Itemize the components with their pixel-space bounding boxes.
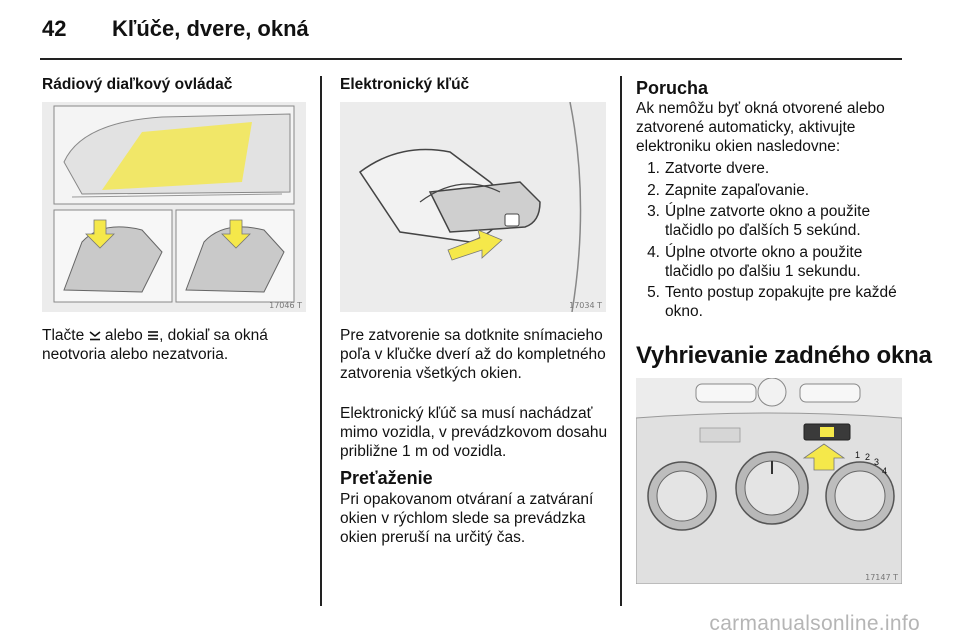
page-title: Kľúče, dvere, okná	[112, 16, 309, 41]
radio-remote-illustration	[42, 102, 306, 312]
figure-radio-remote	[42, 102, 306, 312]
radio-remote-text-line2: neotvoria alebo nezatvoria.	[42, 346, 229, 363]
list-item: 2. Zapnite zapaľovanie.	[647, 181, 810, 199]
knob-number: 2	[865, 452, 871, 462]
overload-paragraph: Pri opakovanom otváraní a zatváraní okien v rýchlom slede sa prevádzka okien preruší na určitý čas.	[340, 491, 594, 546]
list-item: 5. Tento postup zopakujte pre každé okno.	[647, 284, 897, 320]
column-divider-2	[620, 76, 622, 606]
list-item: 1. Zatvorte dvere.	[647, 160, 770, 177]
knob-number: 3	[874, 457, 880, 467]
header-divider	[40, 58, 902, 60]
section-title-fault: Porucha	[636, 78, 709, 98]
electronic-key-paragraph-1: Pre zatvorenie sa dotknite snímacieho poľa v kľučke dverí až do kompletného zatvorenia všetkých okien.	[340, 327, 606, 382]
section-title-rear-window-heating: Vyhrievanie zadného okna	[636, 342, 932, 369]
section-heading-radio-remote: Rádiový diaľkový ovládač	[42, 76, 233, 93]
fault-steps-list	[636, 159, 904, 324]
section-heading-electronic-key: Elektronický kľúč	[340, 76, 470, 93]
list-item: 3. Úplne zatvorte okno a použite tlačidlo po ďalších 5 sekúnd.	[647, 203, 871, 239]
figure-electronic-key	[340, 102, 606, 312]
door-handle-illustration	[340, 102, 606, 312]
climate-control-illustration	[636, 378, 902, 584]
radio-remote-text	[42, 326, 312, 364]
window-open-symbol-icon	[147, 330, 159, 341]
figure-code: 17147 T	[865, 573, 898, 582]
rear-window-heater-icon	[820, 427, 834, 437]
column-divider-1	[320, 76, 322, 606]
electronic-key-paragraph-2: Elektronický kľúč sa musí nachádzať mimo vozidla, v prevádzkovom dosahu približne 1 m od vozidla.	[340, 405, 608, 460]
watermark: carmanualsonline.info	[709, 612, 920, 635]
section-title-overload: Preťaženie	[340, 468, 433, 488]
figure-code: 17034 T	[569, 301, 602, 310]
figure-code: 17046 T	[269, 301, 302, 310]
figure-rear-window-heating	[636, 378, 902, 584]
page-number: 42	[42, 16, 67, 41]
knob-number: 1	[855, 450, 861, 460]
fault-paragraph: Ak nemôžu byť okná otvorené alebo zatvorené automaticky, aktivujte elektroniku okien nasledovne:	[636, 100, 885, 155]
window-close-symbol-icon	[89, 330, 101, 341]
knob-number: 4	[882, 466, 888, 476]
radio-remote-text-line1: Tlačte alebo , dokiaľ sa okná	[42, 327, 268, 344]
list-item: 4. Úplne otvorte okno a použite tlačidlo po ďalšiu 1 sekundu.	[647, 243, 863, 280]
